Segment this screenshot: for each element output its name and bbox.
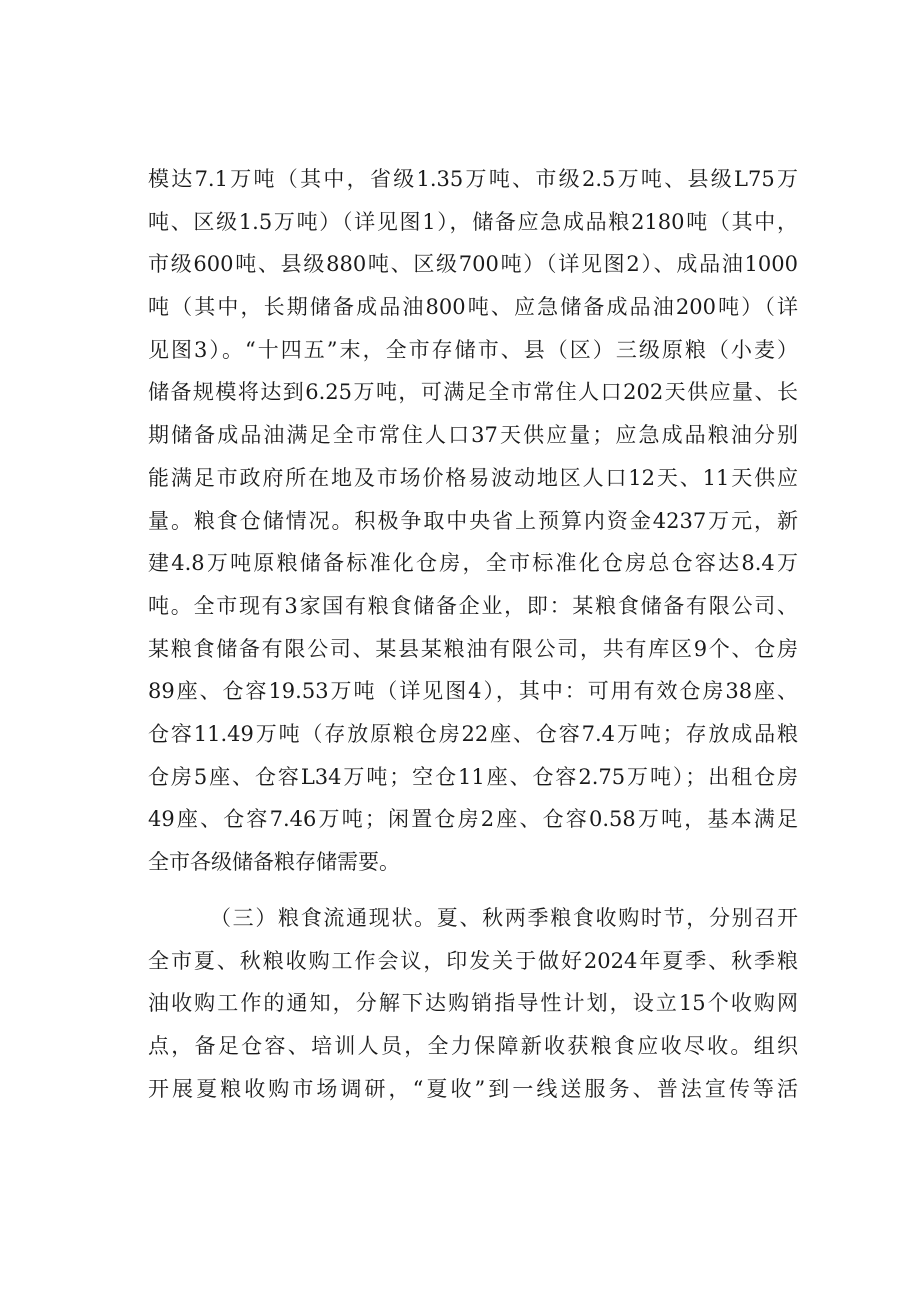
paragraph-line: 储备规模将达到6.25万吨，可满足全市常住人口202天供应量、长 <box>148 380 798 405</box>
paragraph-line: 开展夏粮收购市场调研，“夏收”到一线送服务、普法宣传等活 <box>148 1076 798 1101</box>
paragraph-line: 49座、仓容7.46万吨；闲置仓房2座、仓容0.58万吨，基本满足 <box>148 807 798 832</box>
paragraph-line: 某粮食储备有限公司、某县某粮油有限公司，共有库区9个、仓房 <box>148 636 798 661</box>
paragraph-line: 油收购工作的通知，分解下达购销指导性计划，设立15个收购网 <box>148 991 798 1016</box>
paragraph-line: 仓房5座、仓容L34万吨；空仓11座、仓容2.75万吨）；出租仓房 <box>148 764 798 789</box>
paragraph-line: 量。粮食仓储情况。积极争取中央省上预算内资金4237万元，新 <box>148 508 798 533</box>
paragraph-line: 全市各级储备粮存储需要。 <box>148 850 400 874</box>
paragraph-line: （三）粮食流通现状。夏、秋两季粮食收购时节，分别召开 <box>210 906 798 930</box>
paragraph-line: 89座、仓容19.53万吨（详见图4），其中：可用有效仓房38座、 <box>148 679 798 704</box>
paragraph-line: 见图3）。“十四五”末，全市存储市、县（区）三级原粮（小麦） <box>148 337 798 362</box>
paragraph-line: 全市夏、秋粮收购工作会议，印发关于做好2024年夏季、秋季粮 <box>148 948 798 973</box>
paragraph-grain-circulation <box>148 897 798 1110</box>
paragraph-line: 模达7.1万吨（其中，省级1.35万吨、市级2.5万吨、县级L75万 <box>148 167 798 191</box>
paragraph-line: 能满足市政府所在地及市场价格易波动地区人口12天、11天供应 <box>148 465 798 490</box>
paragraph-line: 市级600吨、县级880吨、区级700吨）（详见图2）、成品油1000 <box>148 252 798 277</box>
paragraph-line: 建4.8万吨原粮储备标准化仓房，全市标准化仓房总仓容达8.4万 <box>148 551 798 576</box>
paragraph-line: 仓容11.49万吨（存放原粮仓房22座、仓容7.4万吨；存放成品粮 <box>148 721 798 746</box>
paragraph-line: 吨、区级1.5万吨）（详见图1），储备应急成品粮2180吨（其中， <box>148 209 798 234</box>
paragraph-line: 期储备成品油满足全市常住人口37天供应量；应急成品粮油分别 <box>148 423 798 448</box>
paragraph-grain-storage <box>148 158 798 884</box>
paragraph-line: 点，备足仓容、培训人员，全力保障新收获粮食应收尽收。组织 <box>148 1034 798 1059</box>
paragraph-line: 吨。全市现有3家国有粮食储备企业，即：某粮食储备有限公司、 <box>148 593 798 618</box>
paragraph-line: 吨（其中，长期储备成品油800吨、应急储备成品油200吨）（详 <box>148 295 798 320</box>
